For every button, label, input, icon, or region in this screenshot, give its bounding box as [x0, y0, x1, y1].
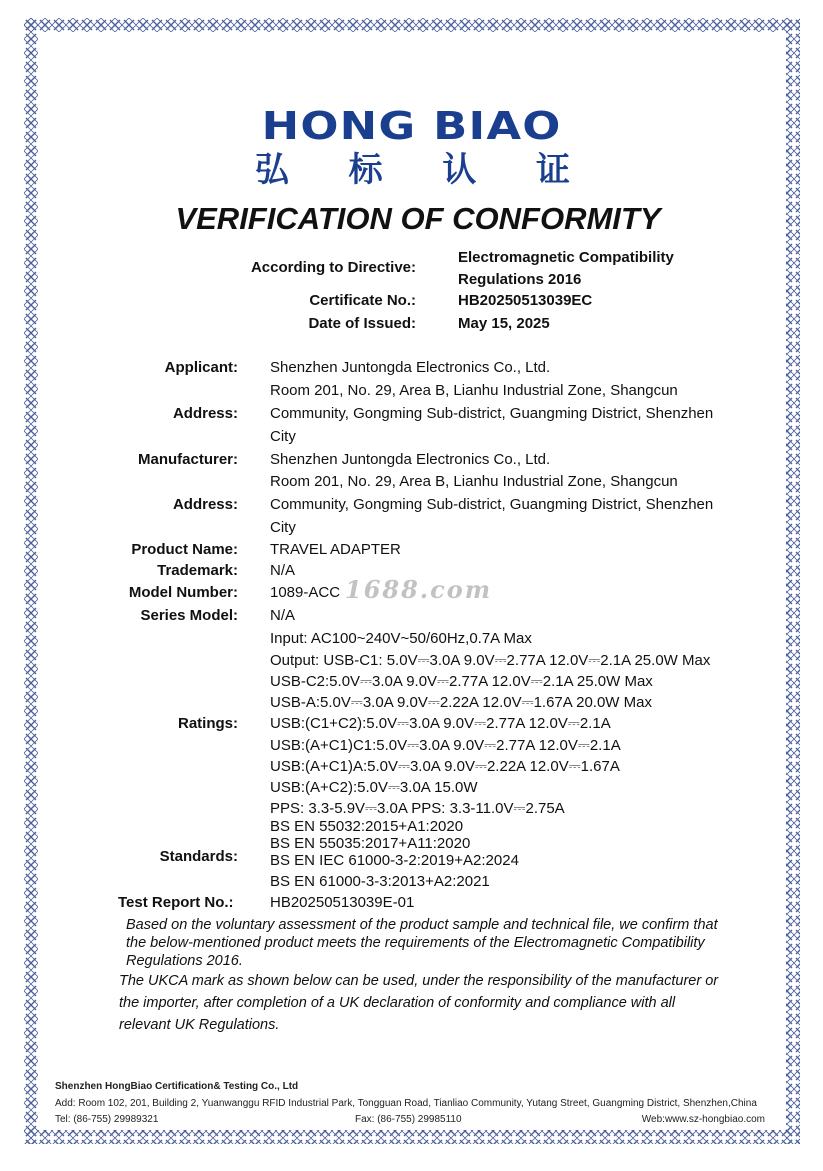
manufacturer-address: Community, Gongming Sub-district, Guangming District, Shenzhen — [270, 496, 714, 513]
rating-line: USB:(A+C2):5.0V⎓3.0A 15.0W — [270, 779, 478, 796]
standard-line: BS EN IEC 61000-3-2:2019+A2:2024 — [270, 852, 519, 869]
trademark-label: Trademark: — [157, 562, 238, 579]
applicant-address-label: Address: — [172, 405, 238, 422]
certificate-value: HB20250513039EC — [458, 292, 593, 309]
certificate-label: Certificate No.: — [309, 292, 416, 309]
rating-line: USB-C2:5.0V⎓3.0A 9.0V⎓2.77A 12.0V⎓2.1A 25.0W Max — [270, 673, 653, 690]
watermark: 1688.com — [345, 575, 493, 604]
logo-english: HONG BIAO — [261, 104, 562, 148]
logo-char: 认 — [442, 150, 477, 190]
rating-line: USB:(A+C1)A:5.0V⎓3.0A 9.0V⎓2.22A 12.0V⎓1.67A — [270, 758, 620, 775]
footer-address: Add: Room 102, 201, Building 2, Yuanwanggu RFID Industrial Park, Tongguan Road, Tianliao Community, Yutang Street, Guangming District, Shenzhen,China — [55, 1098, 757, 1109]
model-label: Model Number: — [128, 584, 238, 601]
manufacturer-address: City — [270, 519, 296, 536]
applicant-value: Shenzhen Juntongda Electronics Co., Ltd. — [270, 359, 551, 376]
ukca-statement-line: The UKCA mark as shown below can be used, under the responsibility of the manufacturer or — [119, 973, 719, 989]
statement-line: Regulations 2016. — [126, 953, 243, 969]
footer-company: Shenzhen HongBiao Certification& Testing Co., Ltd — [55, 1081, 299, 1092]
rating-line: PPS: 3.3-5.9V⎓3.0A PPS: 3.3-11.0V⎓2.75A — [270, 800, 565, 817]
logo-char: 证 — [535, 150, 570, 190]
rating-line: USB-A:5.0V⎓3.0A 9.0V⎓2.22A 12.0V⎓1.67A 20.0W Max — [270, 694, 652, 711]
logo-char: 弘 — [255, 150, 289, 190]
applicant-label: Applicant: — [164, 359, 238, 376]
rating-line: Output: USB-C1: 5.0V⎓3.0A 9.0V⎓2.77A 12.0V⎓2.1A 25.0W Max — [270, 652, 711, 669]
rating-line: USB:(A+C1)C1:5.0V⎓3.0A 9.0V⎓2.77A 12.0V⎓2.1A — [270, 737, 621, 754]
manufacturer-label: Manufacturer: — [137, 451, 238, 468]
page-title: VERIFICATION OF CONFORMITY — [175, 201, 661, 236]
applicant-address: Room 201, No. 29, Area B, Lianhu Industrial Zone, Shangcun — [270, 382, 678, 399]
statement-line: Based on the voluntary assessment of the product sample and technical file, we confirm that — [126, 917, 718, 933]
manufacturer-address: Room 201, No. 29, Area B, Lianhu Industrial Zone, Shangcun — [270, 473, 678, 490]
applicant-address: City — [270, 428, 296, 445]
logo-chinese — [255, 142, 570, 191]
standard-line: BS EN 61000-3-3:2013+A2:2021 — [270, 873, 490, 890]
standard-line: BS EN 55035:2017+A11:2020 — [270, 835, 471, 852]
product-name-value: TRAVEL ADAPTER — [270, 541, 401, 558]
directive-value: Regulations 2016 — [458, 271, 582, 288]
trademark-value: N/A — [270, 562, 296, 579]
footer-tel: Tel: (86-755) 29989321 — [55, 1114, 159, 1125]
ukca-statement-line: relevant UK Regulations. — [119, 1017, 280, 1033]
standards-label: Standards: — [159, 848, 238, 865]
ukca-statement-line: the importer, after completion of a UK declaration of conformity and compliance with all — [119, 995, 676, 1011]
manufacturer-address-label: Address: — [172, 496, 238, 513]
rating-line: Input: AC100~240V~50/60Hz,0.7A Max — [270, 630, 532, 647]
manufacturer-value: Shenzhen Juntongda Electronics Co., Ltd. — [270, 451, 551, 468]
rating-line: USB:(C1+C2):5.0V⎓3.0A 9.0V⎓2.77A 12.0V⎓2.1A — [270, 715, 611, 732]
ratings-label: Ratings: — [178, 715, 238, 732]
logo-char: 标 — [348, 150, 383, 190]
date-label: Date of Issued: — [308, 315, 416, 332]
model-value: 1089-ACC — [270, 584, 341, 601]
standard-line: BS EN 55032:2015+A1:2020 — [270, 818, 464, 835]
test-report-label: Test Report No.: — [118, 894, 234, 911]
test-report-value: HB20250513039E-01 — [270, 894, 415, 911]
directive-value: Electromagnetic Compatibility — [458, 249, 674, 266]
footer-web: Web:www.sz-hongbiao.com — [641, 1114, 765, 1125]
applicant-address: Community, Gongming Sub-district, Guangming District, Shenzhen — [270, 405, 714, 422]
footer-fax: Fax: (86-755) 29985110 — [355, 1114, 462, 1125]
product-name-label: Product Name: — [131, 541, 238, 558]
directive-label: According to Directive: — [250, 259, 416, 276]
date-value: May 15, 2025 — [458, 315, 550, 332]
series-value: N/A — [270, 607, 296, 624]
series-label: Series Model: — [140, 607, 238, 624]
statement-line: the below-mentioned product meets the requirements of the Electromagnetic Compatibility — [126, 935, 705, 951]
